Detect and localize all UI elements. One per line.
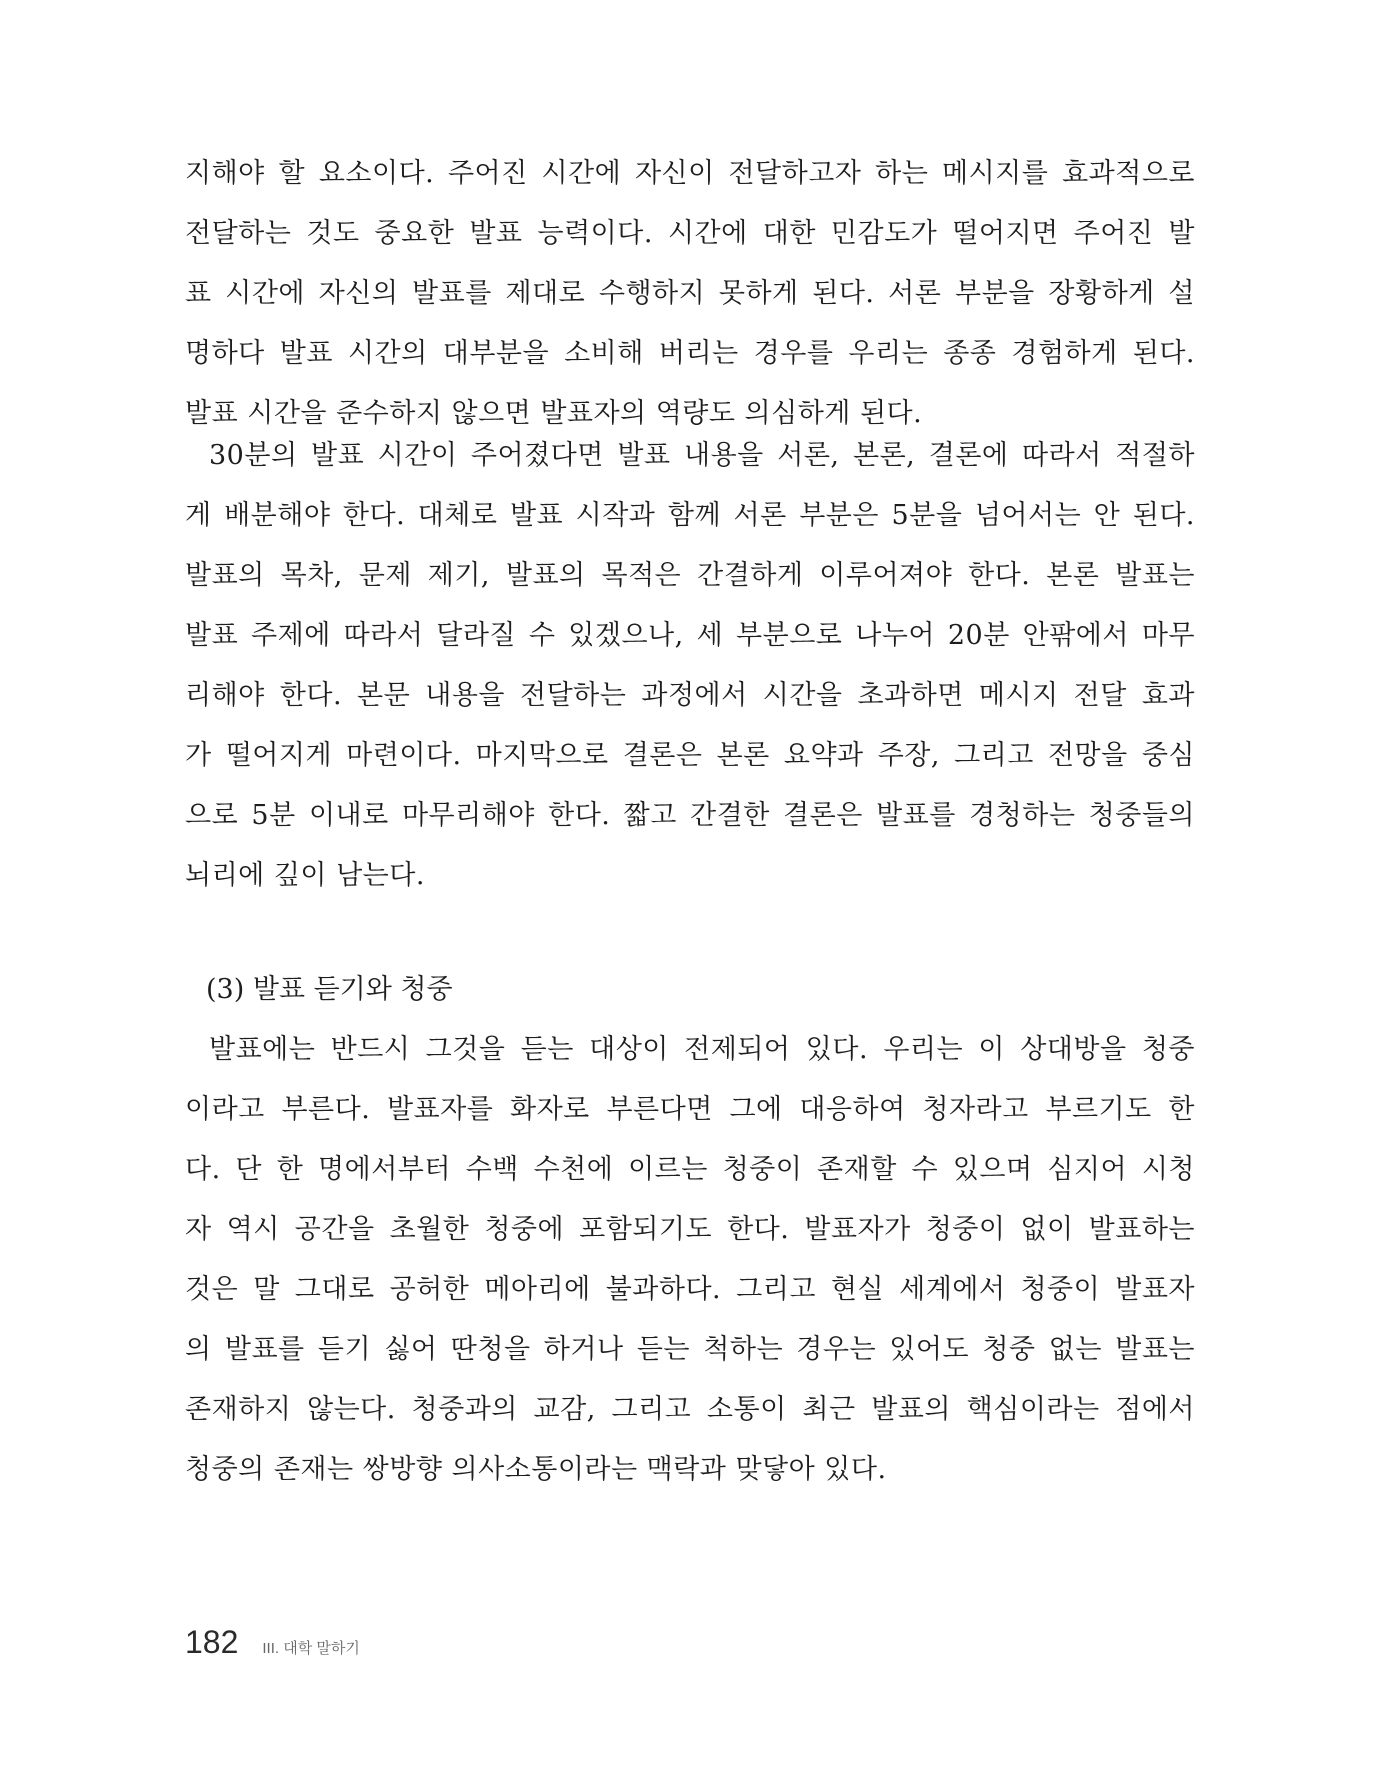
paragraph-time-management — [185, 144, 1195, 444]
text-line: 가 떨어지게 마련이다. 마지막으로 결론은 본론 요약과 주장, 그리고 전망을 중심 — [185, 740, 1195, 771]
section-heading: (3) 발표 듣기와 청중 — [206, 974, 453, 1005]
chapter-label: III. 대학 말하기 — [262, 1640, 360, 1657]
text-line: 것은 말 그대로 공허한 메아리에 불과하다. 그리고 현실 세계에서 청중이 발표자 — [185, 1274, 1195, 1305]
text-line: 으로 5분 이내로 마무리해야 한다. 짧고 간결한 결론은 발표를 경청하는 청중들의 — [185, 800, 1195, 831]
text-line: 뇌리에 깊이 남는다. — [185, 860, 425, 891]
text-line: 이라고 부른다. 발표자를 화자로 부른다면 그에 대응하여 청자라고 부르기도 한 — [185, 1094, 1195, 1125]
text-line: 게 배분해야 한다. 대체로 발표 시작과 함께 서론 부분은 5분을 넘어서는 안 된다. — [185, 500, 1195, 531]
text-line: 발표 주제에 따라서 달라질 수 있겠으나, 세 부분으로 나누어 20분 안팎에서 마무 — [185, 620, 1195, 651]
text-line: 존재하지 않는다. 청중과의 교감, 그리고 소통이 최근 발표의 핵심이라는 점에서 — [185, 1394, 1195, 1425]
text-line: 자 역시 공간을 초월한 청중에 포함되기도 한다. 발표자가 청중이 없이 발표하는 — [185, 1214, 1195, 1245]
text-line: 발표의 목차, 문제 제기, 발표의 목적은 간결하게 이루어져야 한다. 본론 발표는 — [185, 560, 1195, 591]
page-number: 182 — [185, 1624, 239, 1660]
paragraph-time-allocation — [185, 426, 1195, 906]
text-line: 명하다 발표 시간의 대부분을 소비해 버리는 경우를 우리는 종종 경험하게 된다. — [185, 338, 1195, 369]
text-line: 발표에는 반드시 그것을 듣는 대상이 전제되어 있다. 우리는 이 상대방을 청중 — [209, 1034, 1195, 1065]
text-line: 다. 단 한 명에서부터 수백 수천에 이르는 청중이 존재할 수 있으며 심지어 시청 — [185, 1154, 1195, 1185]
paragraph-audience — [185, 1020, 1195, 1500]
text-line: 청중의 존재는 쌍방향 의사소통이라는 맥락과 맞닿아 있다. — [185, 1454, 887, 1485]
text-line: 발표 시간을 준수하지 않으면 발표자의 역량도 의심하게 된다. — [185, 398, 923, 429]
text-line: 리해야 한다. 본문 내용을 전달하는 과정에서 시간을 초과하면 메시지 전달 효과 — [185, 680, 1195, 711]
text-line: 표 시간에 자신의 발표를 제대로 수행하지 못하게 된다. 서론 부분을 장황하게 설 — [185, 278, 1195, 309]
text-line: 지해야 할 요소이다. 주어진 시간에 자신이 전달하고자 하는 메시지를 효과적으로 — [185, 158, 1195, 189]
text-line: 의 발표를 듣기 싫어 딴청을 하거나 듣는 척하는 경우는 있어도 청중 없는 발표는 — [185, 1334, 1195, 1365]
page-footer — [185, 1624, 360, 1674]
text-line: 30분의 발표 시간이 주어졌다면 발표 내용을 서론, 본론, 결론에 따라서 적절하 — [209, 440, 1195, 471]
text-line: 전달하는 것도 중요한 발표 능력이다. 시간에 대한 민감도가 떨어지면 주어진 발 — [185, 218, 1195, 249]
